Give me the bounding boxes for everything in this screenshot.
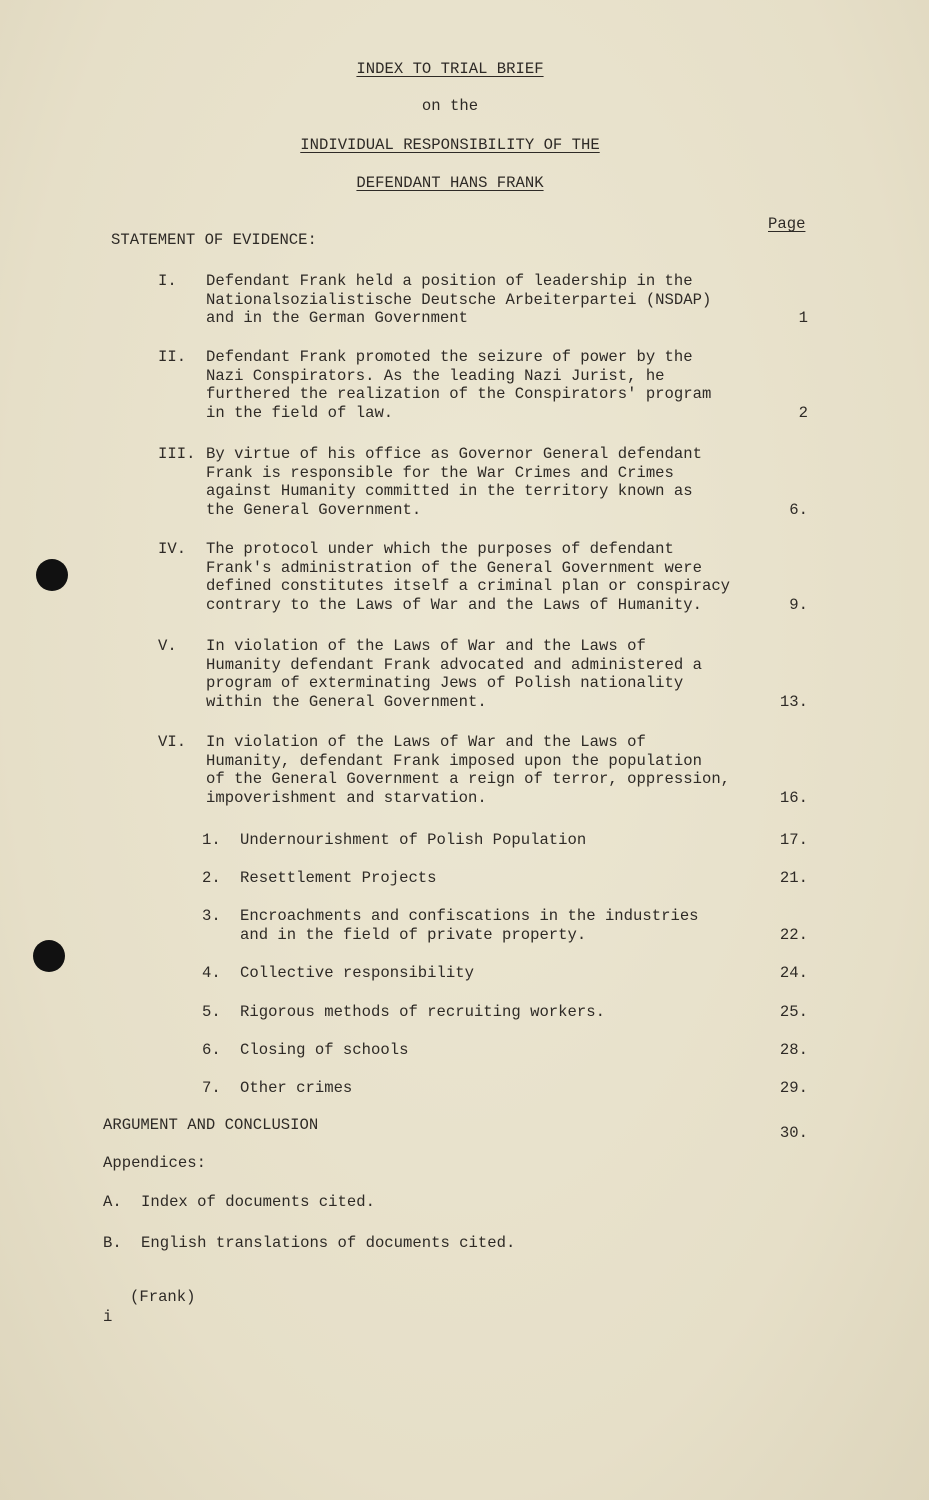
evidence-item-row bbox=[158, 637, 808, 712]
item-text: Defendant Frank promoted the seizure of power by the Nazi Conspirators. As the leading Nazi Jurist, he furthered the realization of the Conspirators' program in the field of law. bbox=[206, 348, 712, 423]
item-text: The protocol under which the purposes of defendant Frank's administration of the General Government were defined constitutes itself a criminal plan or conspiracy contrary to the Laws of War and the Laws of Humanity. bbox=[206, 540, 731, 615]
item-numeral: 7. bbox=[202, 1079, 221, 1097]
title-line-4: DEFENDANT HANS FRANK bbox=[356, 174, 544, 192]
evidence-item-row bbox=[158, 348, 808, 423]
item-text: Rigorous methods of recruiting workers. bbox=[240, 1003, 605, 1021]
item-numeral: IV. bbox=[158, 540, 187, 558]
title-line-3: INDIVIDUAL RESPONSIBILITY OF THE bbox=[300, 136, 600, 154]
item-page-number: 29. bbox=[779, 1079, 808, 1097]
item-numeral: 5. bbox=[202, 1003, 221, 1021]
subitem-row bbox=[202, 1079, 808, 1098]
item-numeral: I. bbox=[158, 272, 177, 290]
title-line-2: on the bbox=[421, 97, 479, 115]
item-numeral: 1. bbox=[202, 831, 221, 849]
item-page-number: 16. bbox=[779, 789, 808, 808]
evidence-item-row bbox=[158, 445, 808, 520]
evidence-item-row bbox=[158, 540, 808, 615]
item-page-number: 22. bbox=[779, 925, 808, 944]
appendix-b-text: English translations of documents cited. bbox=[141, 1234, 516, 1252]
item-text: Undernourishment of Polish Population bbox=[240, 831, 587, 849]
argument-page: 30. bbox=[779, 1124, 808, 1142]
item-page-number: 17. bbox=[779, 831, 808, 849]
item-numeral: VI. bbox=[158, 733, 187, 751]
footer-page-numeral: i bbox=[103, 1308, 113, 1326]
item-text: Resettlement Projects bbox=[240, 869, 437, 887]
appendix-a-text: Index of documents cited. bbox=[141, 1193, 375, 1211]
item-text: Defendant Frank held a position of leadership in the Nationalsozialistische Deutsche Arbeiterpartei (NSDAP) and in the German Government bbox=[206, 272, 712, 328]
item-page-number: 2 bbox=[798, 404, 808, 423]
appendix-b-letter: B. bbox=[103, 1234, 122, 1252]
appendix-a-letter: A. bbox=[103, 1193, 122, 1211]
subitem-row bbox=[202, 1041, 808, 1060]
item-page-number: 13. bbox=[779, 693, 808, 712]
title-line-1: INDEX TO TRIAL BRIEF bbox=[356, 60, 544, 78]
item-page-number: 28. bbox=[779, 1041, 808, 1059]
subitem-row bbox=[202, 907, 808, 944]
evidence-item-row bbox=[158, 272, 808, 328]
punch-hole bbox=[36, 559, 68, 591]
argument-label: ARGUMENT AND CONCLUSION bbox=[103, 1116, 319, 1134]
item-text: In violation of the Laws of War and the Laws of Humanity defendant Frank advocated and administered a program of exterminating Jews of Polish nationality within the General Government. bbox=[206, 637, 702, 712]
item-numeral: V. bbox=[158, 637, 177, 655]
item-numeral: 3. bbox=[202, 907, 221, 925]
item-text: Closing of schools bbox=[240, 1041, 409, 1059]
item-text: Collective responsibility bbox=[240, 964, 474, 982]
item-numeral: III. bbox=[158, 445, 196, 463]
subitem-row bbox=[202, 831, 808, 850]
item-page-number: 24. bbox=[779, 964, 808, 982]
item-page-number: 25. bbox=[779, 1003, 808, 1021]
item-numeral: II. bbox=[158, 348, 187, 366]
footer-name: (Frank) bbox=[130, 1288, 196, 1306]
item-text: Other crimes bbox=[240, 1079, 353, 1097]
subitem-row bbox=[202, 1003, 808, 1022]
punch-hole bbox=[33, 940, 65, 972]
item-text: Encroachments and confiscations in the industries and in the field of private property. bbox=[240, 907, 699, 944]
item-page-number: 21. bbox=[779, 869, 808, 887]
item-text: By virtue of his office as Governor General defendant Frank is responsible for the War Crimes and Crimes against Humanity committed in the territory known as the General Government. bbox=[206, 445, 702, 520]
item-numeral: 4. bbox=[202, 964, 221, 982]
item-page-number: 6. bbox=[789, 501, 808, 520]
item-text: In violation of the Laws of War and the Laws of Humanity, defendant Frank imposed upon the population of the General Government a reign of terror, oppression, impoverishment and starvation. bbox=[206, 733, 731, 808]
item-numeral: 2. bbox=[202, 869, 221, 887]
item-page-number: 1 bbox=[798, 309, 808, 328]
item-page-number: 9. bbox=[789, 596, 808, 615]
page-column-header: Page bbox=[768, 215, 806, 233]
section-heading: STATEMENT OF EVIDENCE: bbox=[111, 231, 317, 249]
evidence-item-row bbox=[158, 733, 808, 808]
subitem-row bbox=[202, 869, 808, 888]
item-numeral: 6. bbox=[202, 1041, 221, 1059]
subitem-row bbox=[202, 964, 808, 983]
appendices-heading: Appendices: bbox=[103, 1154, 206, 1172]
